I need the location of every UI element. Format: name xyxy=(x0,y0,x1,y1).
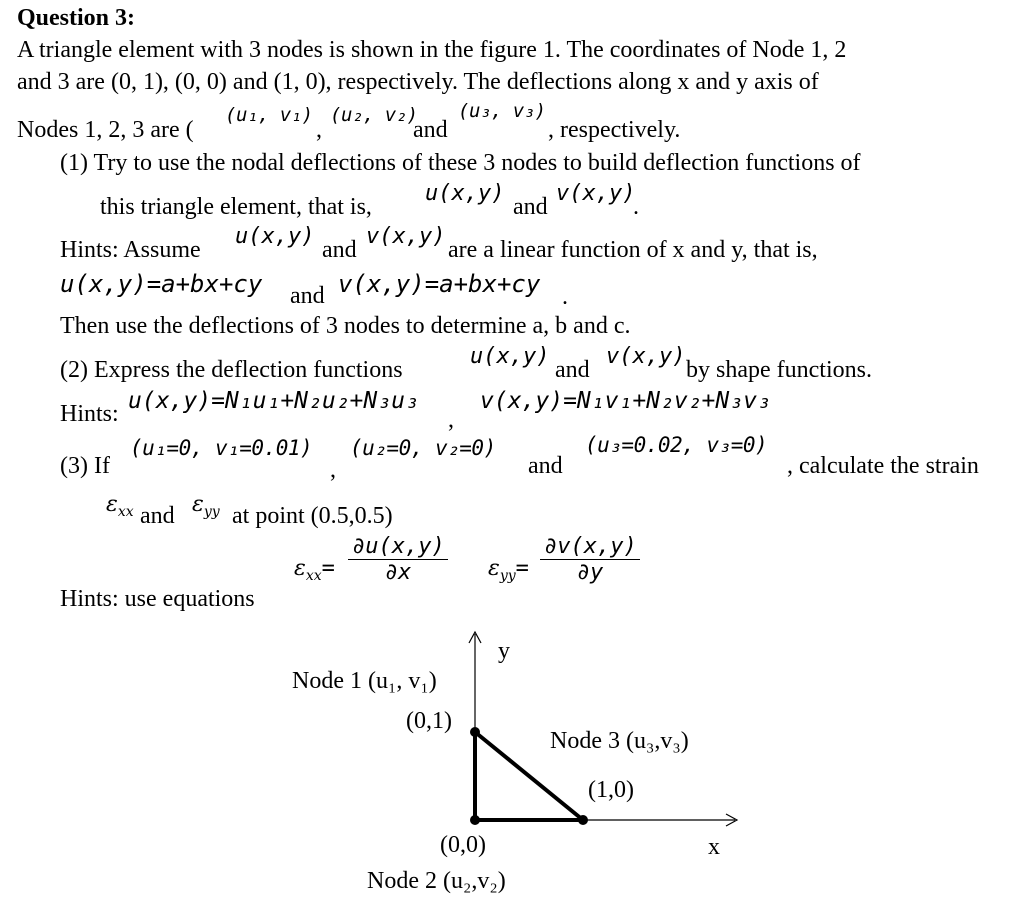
part2-vxy: v(x,y) xyxy=(606,344,686,369)
hints-use-equations: Hints: use equations xyxy=(60,586,255,612)
part1-line-2: this triangle element, that is, xyxy=(100,194,372,220)
and-text: and xyxy=(322,237,357,263)
intro-line-2: and 3 are (0, 1), (0, 0) and (1, 0), respectively. The deflections along x and y axis of xyxy=(17,69,819,95)
vxy-expr: v(x,y) xyxy=(556,181,636,206)
then-text: Then use the deflections of 3 nodes to determine a, b and c. xyxy=(60,313,631,339)
and-text: and xyxy=(290,283,325,309)
question-title: Question 3: xyxy=(17,5,136,31)
shape-functions-text: by shape functions. xyxy=(686,357,872,383)
eq-u-shape: u(x,y)=N₁u₁+N₂u₂+N₃u₃ xyxy=(128,388,419,414)
and-text: and xyxy=(513,194,548,220)
uxy-expr: u(x,y) xyxy=(425,181,505,206)
hint-uxy: u(x,y) xyxy=(235,224,315,249)
and-text: and xyxy=(528,453,563,479)
calculate-strain-text: , calculate the strain xyxy=(787,453,979,479)
node-3-label: Node 3 (u₃,v₃) xyxy=(550,728,689,754)
node-1-label: Node 1 (u₁, v₁) xyxy=(292,668,437,694)
and-text: and xyxy=(140,503,175,529)
eq-v-shape: v(x,y)=N₁v₁+N₂v₂+N₃v₃ xyxy=(480,388,771,414)
hints-label: Hints: xyxy=(60,401,119,427)
strain-yy-fraction: $\frac{\partial v(x,y)}{\partial y}$ xyxy=(540,534,640,585)
cond-node3: (u₃=0.02, v₃=0) xyxy=(585,433,768,457)
node-2-dot xyxy=(470,815,480,825)
strain-xx-lhs: $\varepsilon_{xx}=$ xyxy=(294,556,335,584)
comma: , xyxy=(316,117,322,143)
x-axis-label: x xyxy=(708,834,720,860)
node-2-label: Node 2 (u₂,v₂) xyxy=(367,868,506,894)
u2v2-pair: (u₂, v₂) xyxy=(330,104,418,126)
part3-if: (3) If xyxy=(60,453,110,479)
comma: , xyxy=(448,407,454,433)
epsilon-xx-symbol: $\varepsilon_{xx}$ xyxy=(106,492,134,520)
intro-line-3: Nodes 1, 2, 3 are ( xyxy=(17,117,194,143)
and-text: and xyxy=(555,357,590,383)
and-text: and xyxy=(413,117,448,143)
hint-assume: Hints: Assume xyxy=(60,237,201,263)
cond-node2: (u₂=0, v₂=0) xyxy=(350,436,496,460)
node-3-coord: (1,0) xyxy=(588,777,634,803)
node-1-coord: (0,1) xyxy=(406,708,452,734)
epsilon-yy-symbol: $\varepsilon_{yy}$ xyxy=(192,492,220,520)
hint-vxy: v(x,y) xyxy=(366,224,446,249)
period: . xyxy=(633,194,639,220)
node-2-coord: (0,0) xyxy=(440,832,486,858)
at-point-text: at point (0.5,0.5) xyxy=(232,503,393,529)
node-1-dot xyxy=(470,727,480,737)
part1-line-1: (1) Try to use the nodal deflections of these 3 nodes to build deflection functions of xyxy=(60,150,861,176)
part2-uxy: u(x,y) xyxy=(470,344,550,369)
eq-u-linear: u(x,y)=a+bx+cy xyxy=(60,270,263,298)
hint-linear-text: are a linear function of x and y, that is, xyxy=(448,237,818,263)
eq-v-linear: v(x,y)=a+bx+cy xyxy=(338,270,541,298)
node-3-dot xyxy=(578,815,588,825)
intro-line-1: A triangle element with 3 nodes is shown in the figure 1. The coordinates of Node 1, 2 xyxy=(17,37,847,63)
respectively-text: , respectively. xyxy=(548,117,681,143)
cond-node1: (u₁=0, v₁=0.01) xyxy=(130,436,313,460)
y-axis-label: y xyxy=(498,638,510,664)
strain-yy-lhs: $\varepsilon_{yy}=$ xyxy=(488,556,529,584)
u3v3-pair: (u₃, v₃) xyxy=(458,100,546,122)
comma: , xyxy=(330,457,336,483)
part2-line-1: (2) Express the deflection functions xyxy=(60,357,403,383)
period: . xyxy=(562,284,568,310)
strain-xx-fraction: $\frac{\partial u(x,y)}{\partial x}$ xyxy=(348,534,448,585)
u1v1-pair: (u₁, v₁) xyxy=(225,104,313,126)
